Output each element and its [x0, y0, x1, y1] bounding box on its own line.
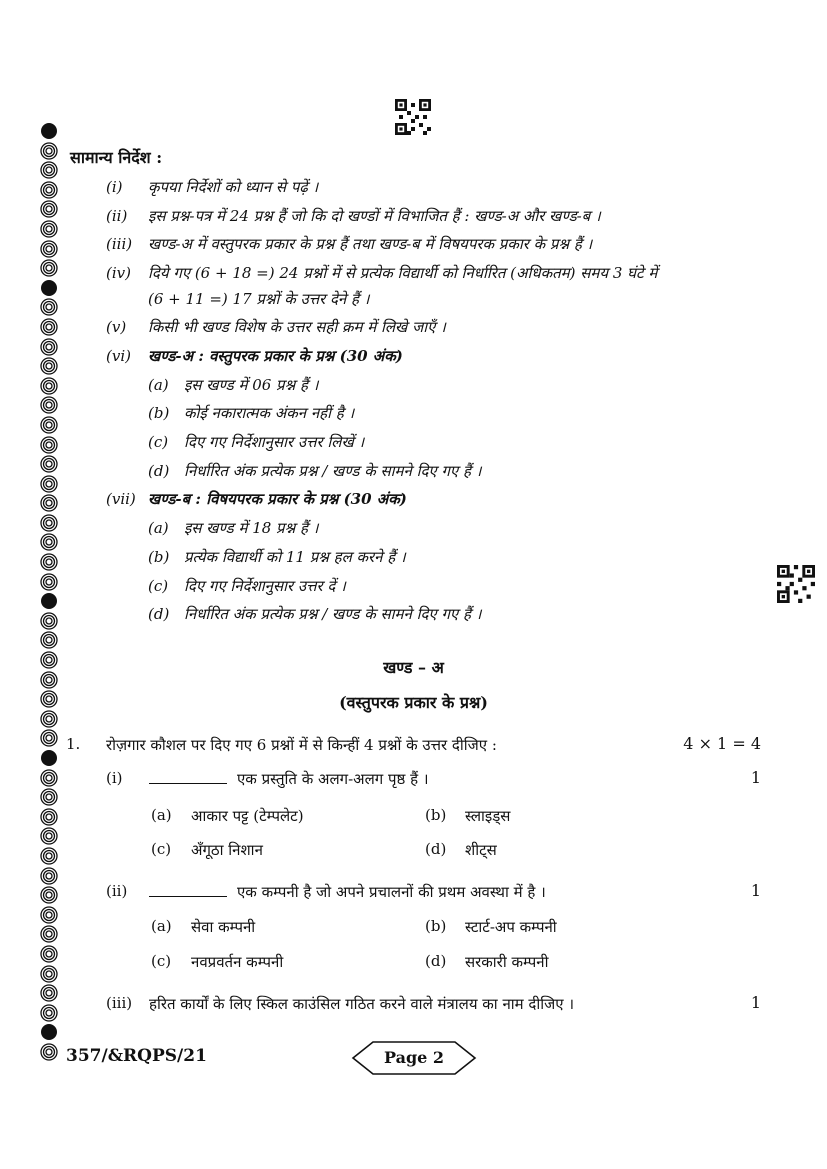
border-ring [40, 906, 58, 924]
subquestion-number: (i) [106, 769, 123, 787]
instruction-number: (iv) [106, 264, 131, 282]
instruction-number: (a) [148, 376, 169, 394]
instruction-text-continued: (6 + 11 =) 17 प्रश्नों के उत्तर देने हैं । [148, 290, 370, 308]
question-text: रोज़गार कौशल पर दिए गए 6 प्रश्नों में से किन्हीं 4 प्रश्नों के उत्तर दीजिए : [106, 736, 497, 754]
border-ring [40, 318, 58, 336]
instruction-text: दिए गए निर्देशानुसार उत्तर लिखें । [184, 433, 365, 451]
instruction-number: (b) [148, 404, 170, 422]
border-ring [40, 377, 58, 395]
border-ring [40, 514, 58, 532]
border-ring [40, 886, 58, 904]
answer-blank [149, 771, 227, 784]
border-ring [40, 240, 58, 258]
border-ring [40, 279, 58, 297]
option-letter: (b) [425, 917, 447, 935]
option-text: स्लाइड्स [465, 807, 511, 825]
instruction-text: कोई नकारात्मक अंकन नहीं है । [184, 404, 355, 422]
instruction-number: (d) [148, 605, 170, 623]
border-ring [40, 631, 58, 649]
instruction-number: (c) [148, 433, 169, 451]
section-subtitle: (वस्तुपरक प्रकार के प्रश्न) [339, 693, 488, 712]
subquestion-number: (iii) [106, 994, 133, 1012]
option-letter: (d) [425, 952, 447, 970]
border-ring [40, 729, 58, 747]
border-ring [40, 925, 58, 943]
border-ring [40, 338, 58, 356]
instruction-number: (vi) [106, 347, 131, 365]
instruction-number: (a) [148, 519, 169, 537]
subquestion-marks: 1 [750, 993, 761, 1012]
border-ring [40, 1004, 58, 1022]
instruction-text: इस खण्ड में 18 प्रश्न हैं । [184, 519, 319, 537]
border-ring [40, 1043, 58, 1061]
page-number-box [351, 1040, 477, 1076]
border-ring [40, 436, 58, 454]
border-ring [40, 965, 58, 983]
instruction-text: निर्धारित अंक प्रत्येक प्रश्न / खण्ड के सामने दिए गए हैं । [184, 605, 482, 623]
subquestion-text: एक कम्पनी है जो अपने प्रचालनों की प्रथम अवस्था में है । [237, 883, 546, 901]
instruction-text: इस खण्ड में 06 प्रश्न हैं । [184, 376, 319, 394]
instruction-text: निर्धारित अंक प्रत्येक प्रश्न / खण्ड के सामने दिए गए हैं । [184, 462, 482, 480]
border-ring [40, 475, 58, 493]
subquestion-text: एक प्रस्तुति के अलग-अलग पृष्ठ हैं । [237, 770, 429, 788]
option-text: आकार पट्ट (टेम्पलेट) [191, 807, 304, 825]
border-ring [40, 945, 58, 963]
instruction-number: (iii) [106, 235, 133, 253]
option-text: नवप्रवर्तन कम्पनी [191, 953, 284, 971]
instruction-text: प्रत्येक विद्यार्थी को 11 प्रश्न हल करने हैं । [184, 548, 406, 566]
section-a-description: खण्ड-अ : वस्तुपरक प्रकार के प्रश्न (30 अंक) [148, 347, 403, 365]
border-ring [40, 573, 58, 591]
question-number: 1. [66, 735, 81, 753]
border-ring [40, 181, 58, 199]
page-border-rings [40, 122, 62, 1063]
instruction-text: दिए गए निर्देशानुसार उत्तर दें । [184, 577, 346, 595]
border-ring [40, 592, 58, 610]
option-text: शीट्स [465, 841, 497, 859]
page-number: Page 2 [383, 1048, 445, 1067]
option-letter: (a) [151, 806, 172, 824]
instruction-number: (ii) [106, 207, 128, 225]
instruction-number: (vii) [106, 490, 136, 508]
border-ring [40, 298, 58, 316]
subquestion [149, 769, 429, 789]
border-ring [40, 455, 58, 473]
section-title: खण्ड – अ [383, 658, 444, 677]
border-ring [40, 142, 58, 160]
option-letter: (c) [151, 840, 172, 858]
paper-code: 357/&RQPS/21 [66, 1046, 207, 1066]
border-ring [40, 200, 58, 218]
border-ring [40, 220, 58, 238]
instruction-text: कृपया निर्देशों को ध्यान से पढ़ें । [148, 178, 319, 196]
border-ring [40, 553, 58, 571]
border-ring [40, 827, 58, 845]
border-ring [40, 396, 58, 414]
subquestion-marks: 1 [750, 768, 761, 787]
subquestion [149, 882, 546, 902]
instruction-text: किसी भी खण्ड विशेष के उत्तर सही क्रम में लिखे जाएँ । [148, 318, 446, 336]
option-letter: (c) [151, 952, 172, 970]
instruction-text: इस प्रश्न-पत्र में 24 प्रश्न हैं जो कि दो खण्डों में विभाजित हैं : खण्ड-अ और खण्ड-ब । [148, 207, 601, 225]
option-text: स्टार्ट-अप कम्पनी [465, 918, 557, 936]
border-ring [40, 749, 58, 767]
subquestion-number: (ii) [106, 882, 128, 900]
border-ring [40, 984, 58, 1002]
subquestion-text: हरित कार्यों के लिए स्किल काउंसिल गठित करने वाले मंत्रालय का नाम दीजिए । [149, 995, 575, 1013]
border-ring [40, 357, 58, 375]
option-letter: (d) [425, 840, 447, 858]
option-letter: (b) [425, 806, 447, 824]
qr-code-side [777, 565, 815, 603]
option-text: अँगूठा निशान [191, 841, 263, 859]
instruction-number: (b) [148, 548, 170, 566]
border-ring [40, 533, 58, 551]
answer-blank [149, 884, 227, 897]
question-marks: 4 × 1 = 4 [683, 734, 761, 753]
border-ring [40, 1023, 58, 1041]
option-text: सेवा कम्पनी [191, 918, 256, 936]
option-letter: (a) [151, 917, 172, 935]
border-ring [40, 788, 58, 806]
instruction-number: (i) [106, 178, 123, 196]
qr-code-top [395, 99, 431, 135]
instruction-text: दिये गए (6 + 18 =) 24 प्रश्नों में से प्रत्येक विद्यार्थी को निर्धारित (अधिकतम) समय 3 घंटे में [148, 264, 658, 282]
border-ring [40, 867, 58, 885]
border-ring [40, 612, 58, 630]
border-ring [40, 769, 58, 787]
section-b-description: खण्ड-ब : विषयपरक प्रकार के प्रश्न (30 अंक) [148, 490, 407, 508]
border-ring [40, 122, 58, 140]
border-ring [40, 161, 58, 179]
border-ring [40, 416, 58, 434]
border-ring [40, 259, 58, 277]
instruction-number: (c) [148, 577, 169, 595]
border-ring [40, 494, 58, 512]
instruction-number: (v) [106, 318, 127, 336]
instruction-text: खण्ड-अ में वस्तुपरक प्रकार के प्रश्न हैं तथा खण्ड-ब में विषयपरक प्रकार के प्रश्न हैं । [148, 235, 593, 253]
border-ring [40, 808, 58, 826]
option-text: सरकारी कम्पनी [465, 953, 549, 971]
instruction-number: (d) [148, 462, 170, 480]
border-ring [40, 847, 58, 865]
instructions-heading: सामान्य निर्देश : [70, 148, 163, 167]
subquestion-marks: 1 [750, 881, 761, 900]
